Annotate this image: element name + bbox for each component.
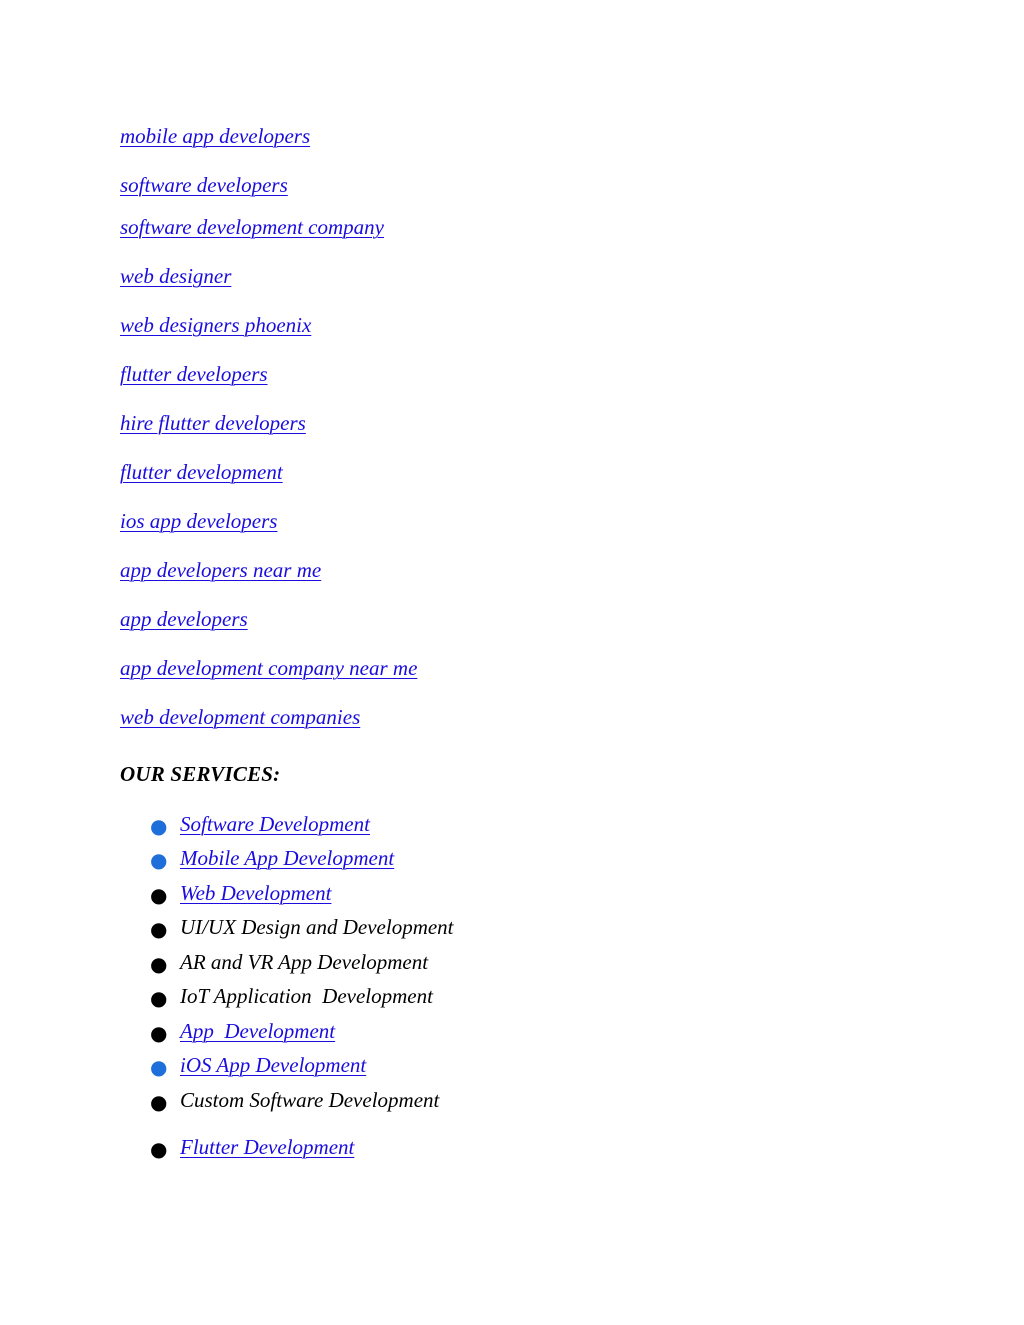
service-text-ar-vr-app-development: AR and VR App Development xyxy=(180,950,429,974)
link-software-development-company[interactable]: software development company xyxy=(120,215,384,239)
link-web-designer[interactable]: web designer xyxy=(120,264,232,288)
bullet-icon: ● xyxy=(150,986,168,1010)
service-link-software-development[interactable]: Software Development xyxy=(180,812,370,836)
link-software-developers[interactable]: software developers xyxy=(120,173,288,197)
service-link-ios-app-development[interactable]: iOS App Development xyxy=(180,1053,367,1077)
bullet-icon: ● xyxy=(150,848,168,872)
link-web-development-companies[interactable]: web development companies xyxy=(120,705,361,729)
link-app-developers[interactable]: app developers xyxy=(120,607,248,631)
link-web-designers-phoenix[interactable]: web designers phoenix xyxy=(120,313,312,337)
bullet-icon: ● xyxy=(150,814,168,838)
link-flutter-developers[interactable]: flutter developers xyxy=(120,362,268,386)
link-app-development-company-near-me[interactable]: app development company near me xyxy=(120,656,418,680)
service-text-custom-software-development: Custom Software Development xyxy=(180,1088,440,1112)
link-app-developers-near-me[interactable]: app developers near me xyxy=(120,558,322,582)
service-link-web-development[interactable]: Web Development xyxy=(180,881,332,905)
bullet-icon: ● xyxy=(150,1055,168,1079)
bullet-icon: ● xyxy=(150,1137,168,1161)
service-link-mobile-app-development[interactable]: Mobile App Development xyxy=(180,846,395,870)
services-heading: OUR SERVICES: xyxy=(120,762,281,786)
bullet-icon: ● xyxy=(150,917,168,941)
link-hire-flutter-developers[interactable]: hire flutter developers xyxy=(120,411,306,435)
service-link-app-development[interactable]: App Development xyxy=(180,1019,336,1043)
bullet-icon: ● xyxy=(150,1021,168,1045)
bullet-icon: ● xyxy=(150,1090,168,1114)
service-text-ui-ux-design: UI/UX Design and Development xyxy=(180,915,454,939)
service-link-flutter-development[interactable]: Flutter Development xyxy=(180,1135,355,1159)
link-ios-app-developers[interactable]: ios app developers xyxy=(120,509,278,533)
service-text-iot-application-development: IoT Application Development xyxy=(180,984,433,1008)
link-mobile-app-developers[interactable]: mobile app developers xyxy=(120,124,311,148)
bullet-icon: ● xyxy=(150,952,168,976)
bullet-icon: ● xyxy=(150,883,168,907)
link-flutter-development[interactable]: flutter development xyxy=(120,460,283,484)
